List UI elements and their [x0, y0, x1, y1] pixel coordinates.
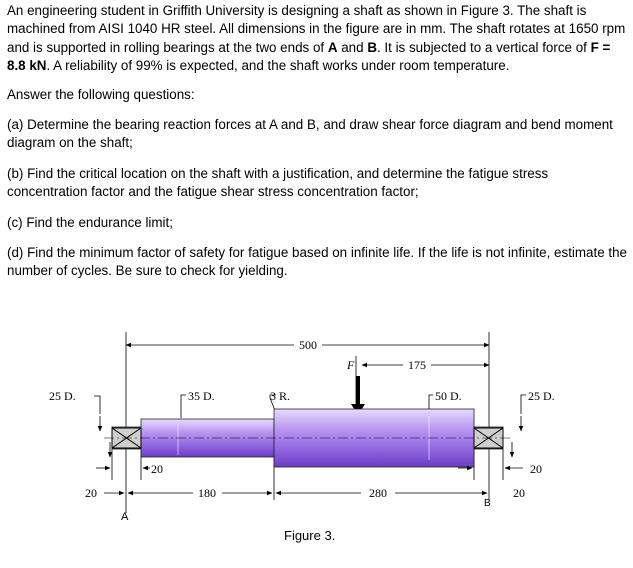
intro-text-and: and — [337, 39, 368, 55]
support-a-label: A — [121, 511, 129, 523]
dia-35-label: 35 D. — [188, 389, 215, 403]
problem-intro — [7, 2, 627, 76]
intro-text-2: . It is subjected to a vertical force of — [376, 39, 591, 55]
question-d: (d) Find the minimum factor of safety for fatigue based on infinite life. If the life is not infinite, estimate the number of cycles. Be sure to check for yielding. — [7, 245, 627, 279]
support-b-label: B — [484, 498, 491, 509]
dim-500-label: 500 — [299, 338, 317, 352]
figure-caption: Figure 3. — [284, 528, 336, 543]
problem-statement — [7, 2, 627, 281]
dia-50-label: 50 D. — [435, 389, 462, 403]
dim-20-right-bottom-label: 20 — [513, 486, 525, 500]
question-a: (a) Determine the bearing reaction forces at A and B, and draw shear force diagram and bend moment diagram on the shaft; — [7, 117, 613, 151]
intro-text-3: . A reliability of 99% is expected, and the shaft works under room temperature. — [46, 58, 510, 74]
dim-20-right-top-label: 20 — [530, 462, 542, 476]
dimension-175 — [346, 356, 489, 410]
dim-280-label: 280 — [369, 486, 387, 500]
dim-20-left-top-label: 20 — [151, 462, 163, 476]
dia-left-label: 25 D. — [49, 389, 76, 403]
answer-prompt: Answer the following questions: — [7, 86, 195, 102]
force-label: F — [347, 358, 355, 372]
radius-3-label: 3 R. — [270, 389, 291, 403]
shaft-figure — [0, 320, 633, 530]
intro-text-1: An engineering student in Griffith University is designing a shaft as shown in Figure 3. The shaft is machined from AISI 1040 HR steel. All dimensions in the figure are in mm. The shaft rotates at 1650 rpm and is supported in rolling bearings at the two ends of — [7, 3, 626, 55]
dim-175-label: 175 — [408, 358, 426, 372]
dimension-500 — [126, 338, 489, 352]
dia-right-label: 25 D. — [528, 389, 555, 403]
intro-force-value: F = 8.8 kN — [7, 39, 611, 74]
dim-20-left-bottom-label: 20 — [85, 486, 97, 500]
question-c: (c) Find the endurance limit; — [7, 214, 173, 230]
intro-point-a: A — [327, 39, 338, 55]
question-b: (b) Find the critical location on the shaft with a justification, and determine the fatigue stress concentration factor and the fatigue shear stress concentration factor; — [7, 165, 549, 200]
dim-180-label: 180 — [198, 486, 216, 500]
intro-point-b: B — [367, 39, 377, 55]
